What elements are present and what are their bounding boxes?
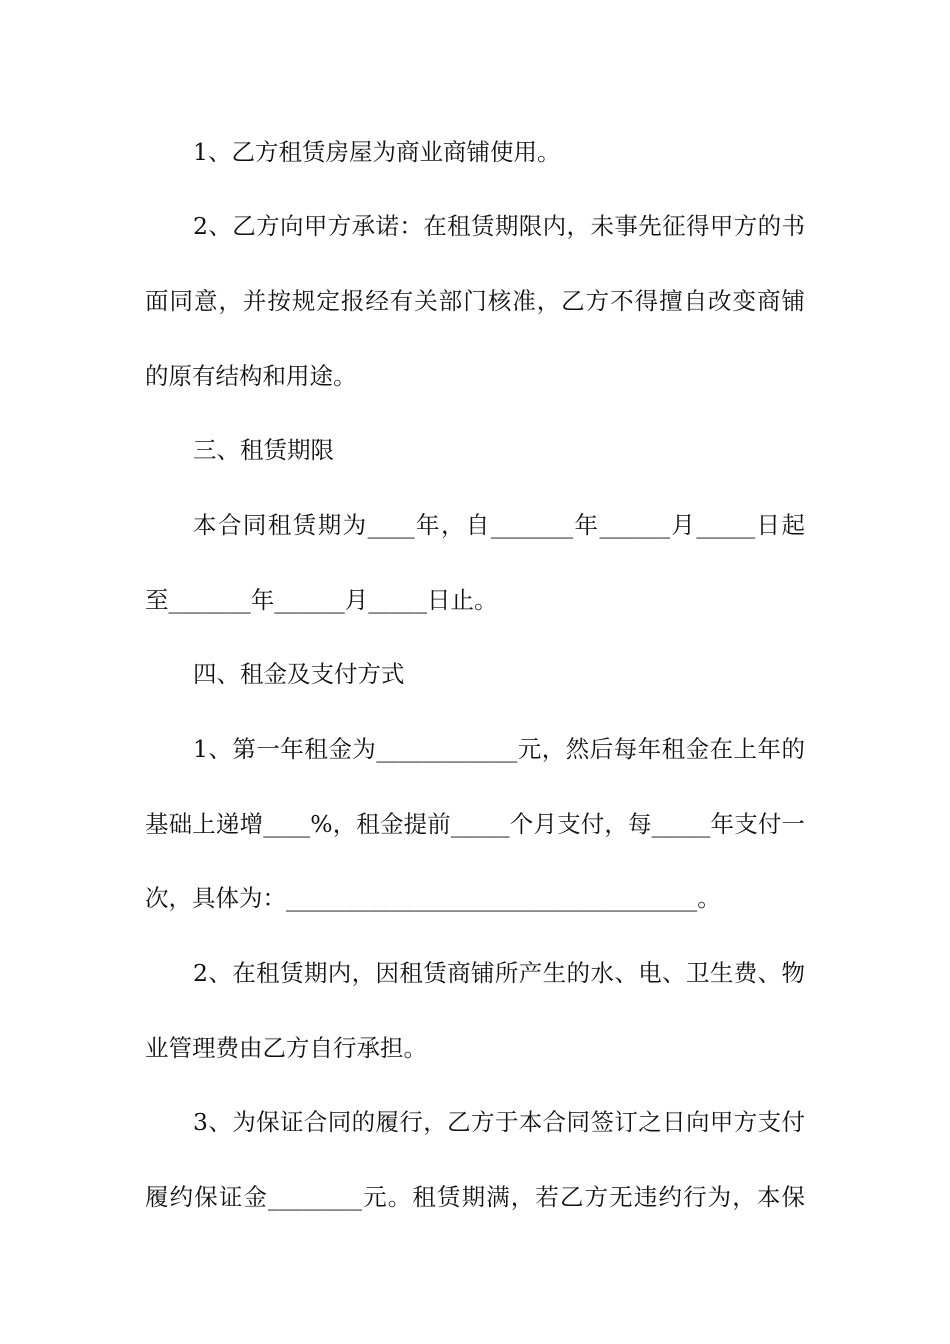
rent-clause-1-line-1: 1、第一年租金为____________元，然后每年租金在上年的: [193, 735, 805, 763]
clause-2-line-2: 面同意，并按规定报经有关部门核准，乙方不得擅自改变商铺: [145, 287, 805, 315]
clause-2-line-1: 2、乙方向甲方承诺：在租赁期限内，未事先征得甲方的书: [193, 212, 805, 240]
rent-clause-1-line-2: 基础上递增____%，租金提前_____个月支付，每_____年支付一: [145, 810, 805, 838]
rent-clause-2-line-1: 2、在租赁期内，因租赁商铺所产生的水、电、卫生费、物: [193, 959, 805, 987]
lease-term-line-2: 至_______年______月_____日止。: [145, 586, 498, 614]
rent-clause-2-line-2: 业管理费由乙方自行承担。: [145, 1034, 427, 1062]
rent-clause-1-line-3: 次，具体为：___________________________________。: [145, 884, 721, 912]
lease-term-line-1: 本合同租赁期为____年，自_______年______月_____日起: [193, 511, 805, 539]
rent-clause-3-line-2: 履约保证金________元。租赁期满，若乙方无违约行为，本保: [145, 1183, 805, 1211]
section-heading-rent-payment: 四、租金及支付方式: [193, 660, 405, 688]
clause-2-line-3: 的原有结构和用途。: [145, 362, 357, 390]
section-heading-lease-term: 三、租赁期限: [193, 436, 334, 464]
clause-1-usage: 1、乙方租赁房屋为商业商铺使用。: [193, 138, 561, 166]
rent-clause-3-line-1: 3、为保证合同的履行，乙方于本合同签订之日向甲方支付: [193, 1108, 805, 1136]
